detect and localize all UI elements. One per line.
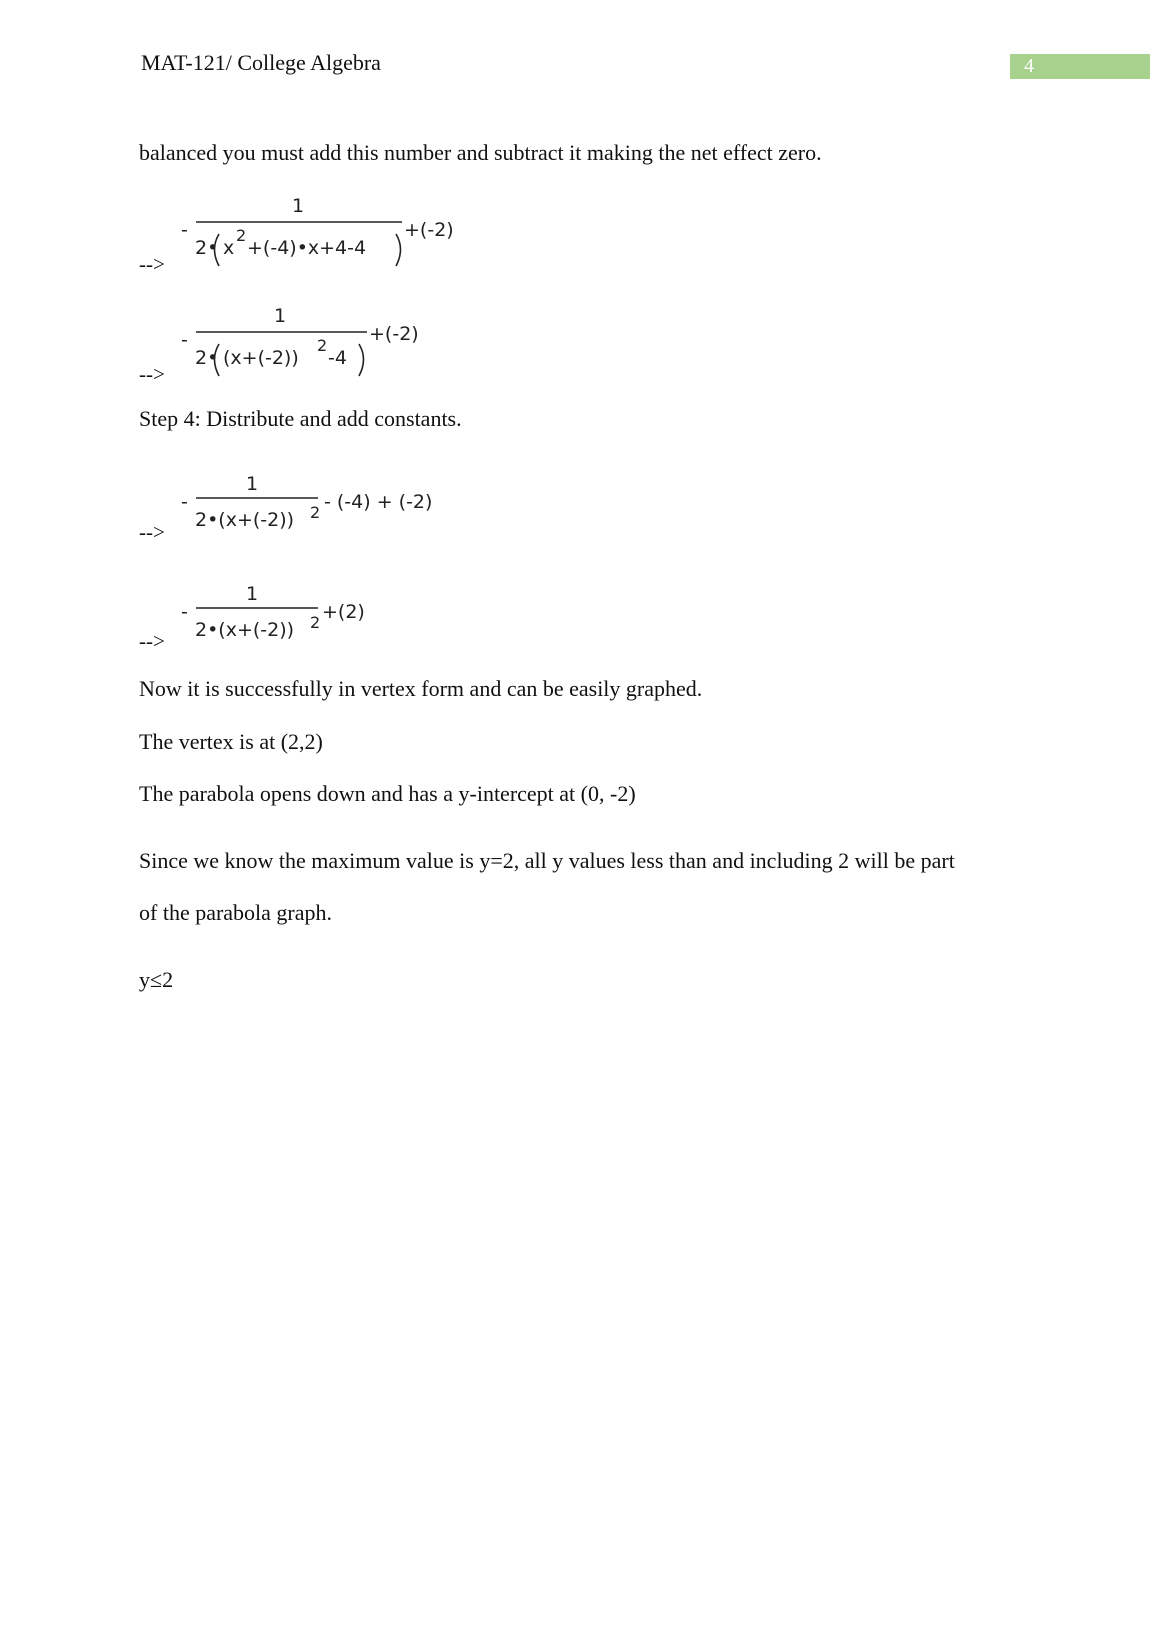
range-statement: y≤2: [139, 967, 174, 992]
eq-den-c: -4: [328, 347, 347, 369]
eq-den-b: x: [223, 237, 235, 259]
arrow-label: -->: [139, 362, 165, 386]
equation-1: [178, 190, 468, 270]
eq-sign: -: [181, 601, 188, 623]
eq-numerator: 1: [246, 583, 259, 605]
equation-3: [178, 468, 458, 538]
paragraph-max-value-line-1: Since we know the maximum value is y=2, all y values less than and including 2 will be part: [139, 848, 955, 873]
eq-exp: 2: [310, 613, 321, 632]
eq-den-a: 2•(x+(-2)): [195, 619, 295, 641]
arrow-label: -->: [139, 629, 165, 653]
paragraph-vertex: The vertex is at (2,2): [139, 729, 323, 754]
eq-sign: -: [181, 491, 188, 513]
eq-den-a: 2•: [195, 237, 219, 259]
arrow-label: -->: [139, 252, 165, 276]
eq-den-a: 2•: [195, 347, 219, 369]
eq-den-b: (x+(-2)): [223, 347, 299, 369]
eq-numerator: 1: [292, 195, 305, 217]
eq-sign: -: [181, 329, 188, 351]
eq-tail: +(-2): [404, 219, 454, 241]
eq-den-exp: 2: [236, 226, 247, 245]
eq-sign: -: [181, 219, 188, 241]
eq-numerator: 1: [274, 305, 287, 327]
right-paren: [396, 234, 401, 266]
eq-den-c: +(-4)•x+4-4: [247, 237, 367, 259]
eq-exp: 2: [310, 503, 321, 522]
right-paren: [359, 344, 364, 376]
eq-tail: +(2): [322, 601, 365, 623]
eq-den-exp: 2: [317, 336, 328, 355]
eq-numerator: 1: [246, 473, 259, 495]
arrow-label: -->: [139, 520, 165, 544]
paragraph-max-value-line-2: of the parabola graph.: [139, 900, 333, 925]
equation-2: [178, 300, 438, 380]
eq-tail: +(-2): [369, 323, 419, 345]
eq-tail: - (-4) + (-2): [324, 491, 433, 513]
page-number-badge: 4: [1010, 54, 1150, 79]
paragraph-opens-down: The parabola opens down and has a y-intercept at (0, -2): [139, 781, 636, 806]
paragraph-balanced: balanced you must add this number and subtract it making the net effect zero.: [139, 140, 822, 165]
eq-den-a: 2•(x+(-2)): [195, 509, 295, 531]
paragraph-vertex-form: Now it is successfully in vertex form and can be easily graphed.: [139, 676, 703, 701]
paragraph-step-4: Step 4: Distribute and add constants.: [139, 406, 462, 431]
equation-4: [178, 578, 378, 648]
document-header-title: MAT-121/ College Algebra: [141, 50, 381, 75]
